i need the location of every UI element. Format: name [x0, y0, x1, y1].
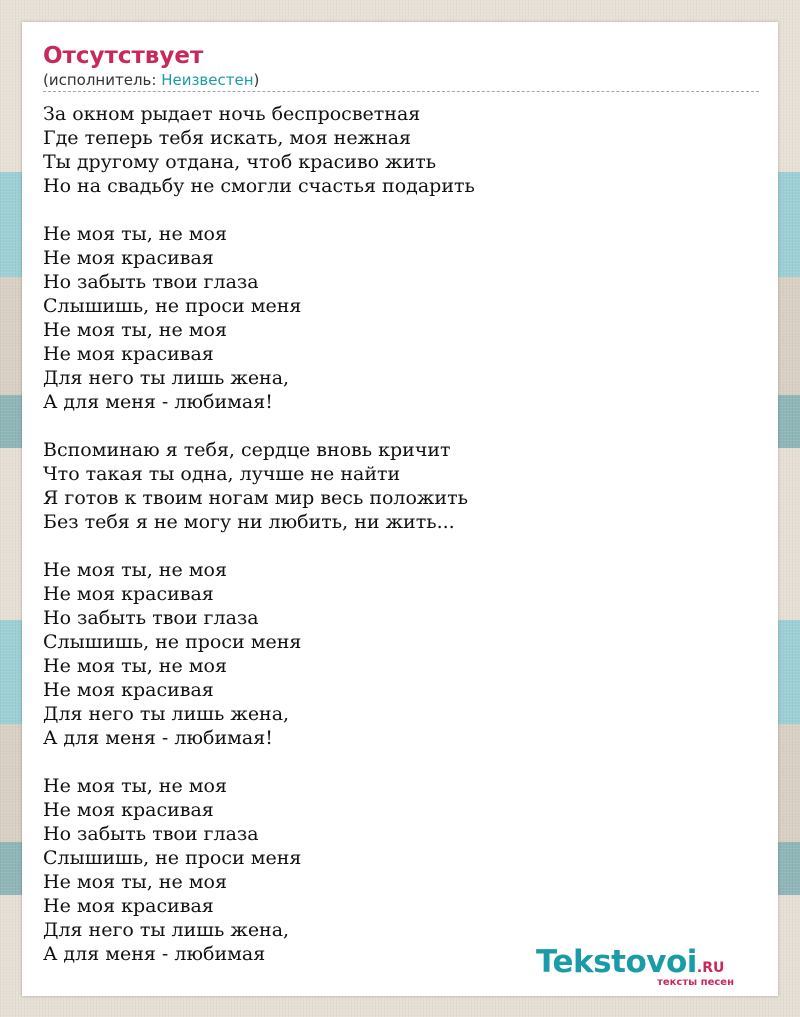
lyric-blank-line — [43, 750, 758, 774]
logo-tld: .RU — [696, 960, 725, 976]
divider — [43, 91, 759, 92]
artist-suffix: ) — [253, 71, 260, 89]
lyric-line: Не моя красивая — [43, 895, 214, 917]
lyric-line: Не моя ты, не моя — [43, 775, 227, 797]
lyric-line: Не моя красивая — [43, 679, 214, 701]
lyric-line: Где теперь тебя искать, моя нежная — [43, 127, 412, 149]
lyrics-card — [22, 22, 778, 996]
lyric-line: Слышишь, не проси меня — [43, 631, 302, 653]
lyric-line: Для него ты лишь жена, — [43, 367, 290, 389]
lyric-line: Но на свадьбу не смогли счастья подарить — [43, 175, 475, 197]
lyric-line: Вспоминаю я тебя, сердце вновь кричит — [43, 439, 451, 461]
lyric-line: Для него ты лишь жена, — [43, 703, 290, 725]
lyric-line: За окном рыдает ночь беспросветная — [43, 103, 421, 125]
lyric-line: Не моя красивая — [43, 247, 214, 269]
lyric-line: Не моя ты, не моя — [43, 871, 227, 893]
lyric-blank-line — [43, 414, 758, 438]
logo-tagline: тексты песен — [657, 977, 734, 988]
lyric-line: Слышишь, не проси меня — [43, 295, 302, 317]
lyrics-text — [43, 102, 758, 966]
lyric-line: Не моя красивая — [43, 799, 214, 821]
lyric-line: Для него ты лишь жена, — [43, 919, 290, 941]
lyric-line: Не моя красивая — [43, 343, 214, 365]
lyric-line: А для меня - любимая — [43, 943, 266, 965]
lyric-line: А для меня - любимая! — [43, 391, 273, 413]
lyric-line: Не моя ты, не моя — [43, 319, 227, 341]
lyric-line: Но забыть твои глаза — [43, 271, 259, 293]
lyric-line: Не моя красивая — [43, 583, 214, 605]
artist-link[interactable]: Неизвестен — [161, 71, 254, 89]
lyric-line: Ты другому отдана, чтоб красиво жить — [43, 151, 437, 173]
lyric-line: Слышишь, не проси меня — [43, 847, 302, 869]
artist-line — [43, 70, 758, 90]
lyric-line: Без тебя я не могу ни любить, ни жить... — [43, 511, 455, 533]
lyric-blank-line — [43, 534, 758, 558]
lyric-line: Я готов к твоим ногам мир весь положить — [43, 487, 468, 509]
lyric-blank-line — [43, 198, 758, 222]
lyric-line: Но забыть твои глаза — [43, 823, 259, 845]
lyric-line: Но забыть твои глаза — [43, 607, 259, 629]
lyric-line: А для меня - любимая! — [43, 727, 273, 749]
artist-prefix: (исполнитель: — [43, 71, 162, 89]
lyric-line: Не моя ты, не моя — [43, 223, 227, 245]
lyric-line: Что такая ты одна, лучше не найти — [43, 463, 401, 485]
logo-main-text: Tekstovoi — [536, 944, 697, 980]
song-title: Отсутствует — [43, 43, 204, 69]
lyric-line: Не моя ты, не моя — [43, 559, 227, 581]
lyric-line: Не моя ты, не моя — [43, 655, 227, 677]
site-logo[interactable] — [536, 944, 746, 996]
